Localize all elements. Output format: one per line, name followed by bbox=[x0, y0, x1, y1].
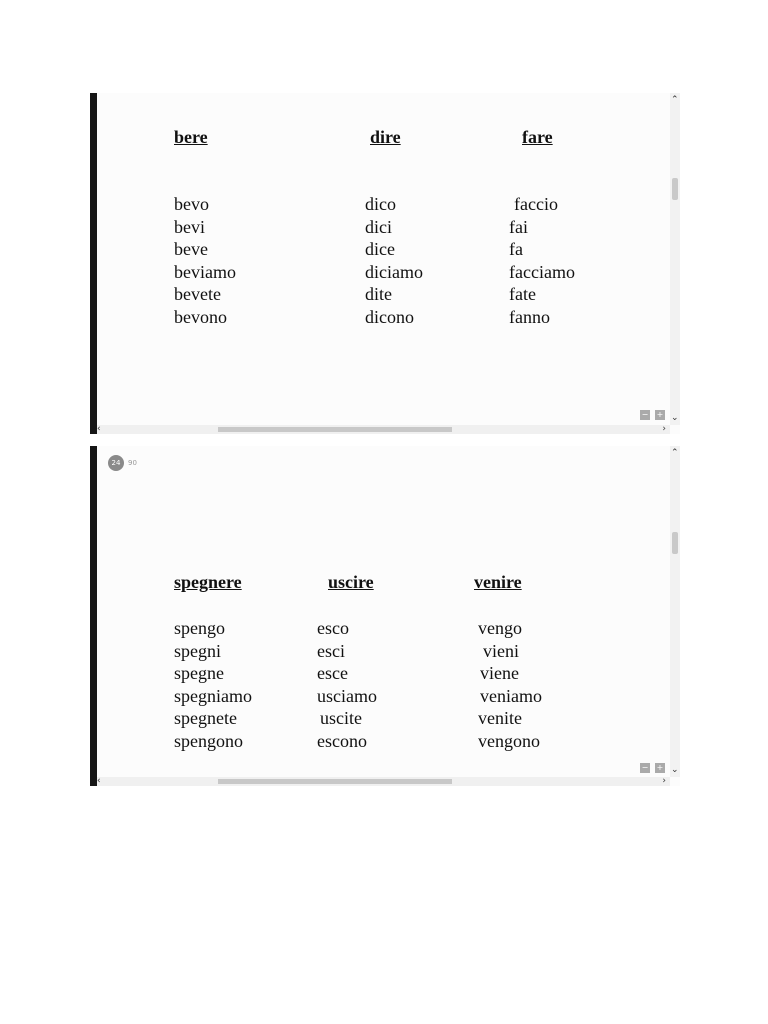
heading-dire: dire bbox=[370, 127, 401, 147]
horizontal-scrollbar[interactable] bbox=[97, 425, 670, 434]
conjugation-row: dico bbox=[365, 194, 396, 214]
conjugation-row: bevo bbox=[174, 194, 209, 214]
heading-fare: fare bbox=[522, 127, 553, 147]
scroll-up-icon[interactable]: ⌃ bbox=[671, 95, 679, 105]
conjugation-row: usciamo bbox=[317, 685, 377, 706]
conjugation-row: fanno bbox=[509, 306, 550, 327]
conjugation-row: veniamo bbox=[480, 685, 542, 706]
conjugation-row: esco bbox=[317, 618, 349, 638]
heading-uscire: uscire bbox=[328, 572, 374, 592]
scroll-up-icon[interactable]: ⌃ bbox=[671, 448, 679, 458]
conjugation-row: spengono bbox=[174, 730, 243, 751]
document-page-panel-1 bbox=[90, 93, 680, 434]
scroll-down-icon[interactable]: ⌄ bbox=[671, 413, 679, 423]
conjugation-row: dite bbox=[365, 284, 392, 304]
conjugation-row: bevono bbox=[174, 306, 227, 327]
scroll-left-icon[interactable]: ‹ bbox=[97, 776, 101, 786]
vertical-scrollbar[interactable] bbox=[670, 93, 680, 425]
scroll-right-icon[interactable]: › bbox=[662, 424, 666, 434]
page-edge-bar bbox=[90, 93, 97, 434]
scroll-down-icon[interactable]: ⌄ bbox=[671, 765, 679, 775]
vertical-scrollbar[interactable] bbox=[670, 446, 680, 777]
conjugation-row: dici bbox=[365, 216, 392, 237]
conjugation-column-bere bbox=[174, 193, 236, 328]
conjugation-row: bevi bbox=[174, 216, 205, 237]
conjugation-row: spegniamo bbox=[174, 685, 252, 706]
conjugation-row: spegnete bbox=[174, 708, 237, 728]
conjugation-row: bevete bbox=[174, 284, 221, 304]
conjugation-row: vengono bbox=[478, 730, 540, 751]
conjugation-row: facciamo bbox=[509, 261, 575, 282]
conjugation-row: fate bbox=[509, 284, 536, 304]
conjugation-row: diciamo bbox=[365, 261, 423, 282]
zoom-in-button[interactable]: + bbox=[656, 763, 664, 772]
conjugation-column-spegnere bbox=[174, 617, 252, 752]
horizontal-scroll-thumb[interactable] bbox=[218, 779, 452, 784]
horizontal-scrollbar[interactable] bbox=[97, 777, 670, 786]
page-total-label: 90 bbox=[128, 459, 137, 467]
zoom-out-button[interactable]: − bbox=[641, 763, 649, 772]
conjugation-row: beve bbox=[174, 239, 208, 259]
conjugation-row: fai bbox=[509, 216, 528, 237]
conjugation-row: fa bbox=[509, 239, 523, 259]
document-page-panel-2 bbox=[90, 446, 680, 786]
scroll-left-icon[interactable]: ‹ bbox=[97, 424, 101, 434]
conjugation-row: venite bbox=[478, 708, 522, 728]
conjugation-row: vieni bbox=[483, 640, 519, 661]
scroll-right-icon[interactable]: › bbox=[662, 776, 666, 786]
conjugation-row: spengo bbox=[174, 618, 225, 638]
page-number-badge: 24 bbox=[108, 455, 124, 471]
conjugation-row: viene bbox=[480, 663, 519, 683]
horizontal-scroll-thumb[interactable] bbox=[218, 427, 452, 432]
conjugation-row: esce bbox=[317, 663, 348, 683]
vertical-scroll-thumb[interactable] bbox=[672, 532, 678, 554]
conjugation-row: uscite bbox=[320, 708, 362, 728]
heading-spegnere: spegnere bbox=[174, 572, 242, 592]
conjugation-column-fare bbox=[509, 193, 575, 328]
page-edge-bar bbox=[90, 446, 97, 786]
conjugation-row: escono bbox=[317, 730, 367, 751]
conjugation-column-uscire bbox=[317, 617, 377, 752]
conjugation-row: dice bbox=[365, 239, 395, 259]
conjugation-row: dicono bbox=[365, 306, 414, 327]
zoom-out-button[interactable]: − bbox=[641, 410, 649, 419]
conjugation-row: beviamo bbox=[174, 261, 236, 282]
heading-venire: venire bbox=[474, 572, 522, 592]
heading-bere: bere bbox=[174, 127, 208, 147]
conjugation-column-venire bbox=[478, 617, 542, 752]
conjugation-row: spegne bbox=[174, 663, 224, 683]
conjugation-row: spegni bbox=[174, 640, 221, 661]
conjugation-row: faccio bbox=[514, 194, 558, 214]
conjugation-column-dire bbox=[365, 193, 423, 328]
conjugation-row: vengo bbox=[478, 618, 522, 638]
zoom-in-button[interactable]: + bbox=[656, 410, 664, 419]
vertical-scroll-thumb[interactable] bbox=[672, 178, 678, 200]
conjugation-row: esci bbox=[317, 640, 345, 661]
